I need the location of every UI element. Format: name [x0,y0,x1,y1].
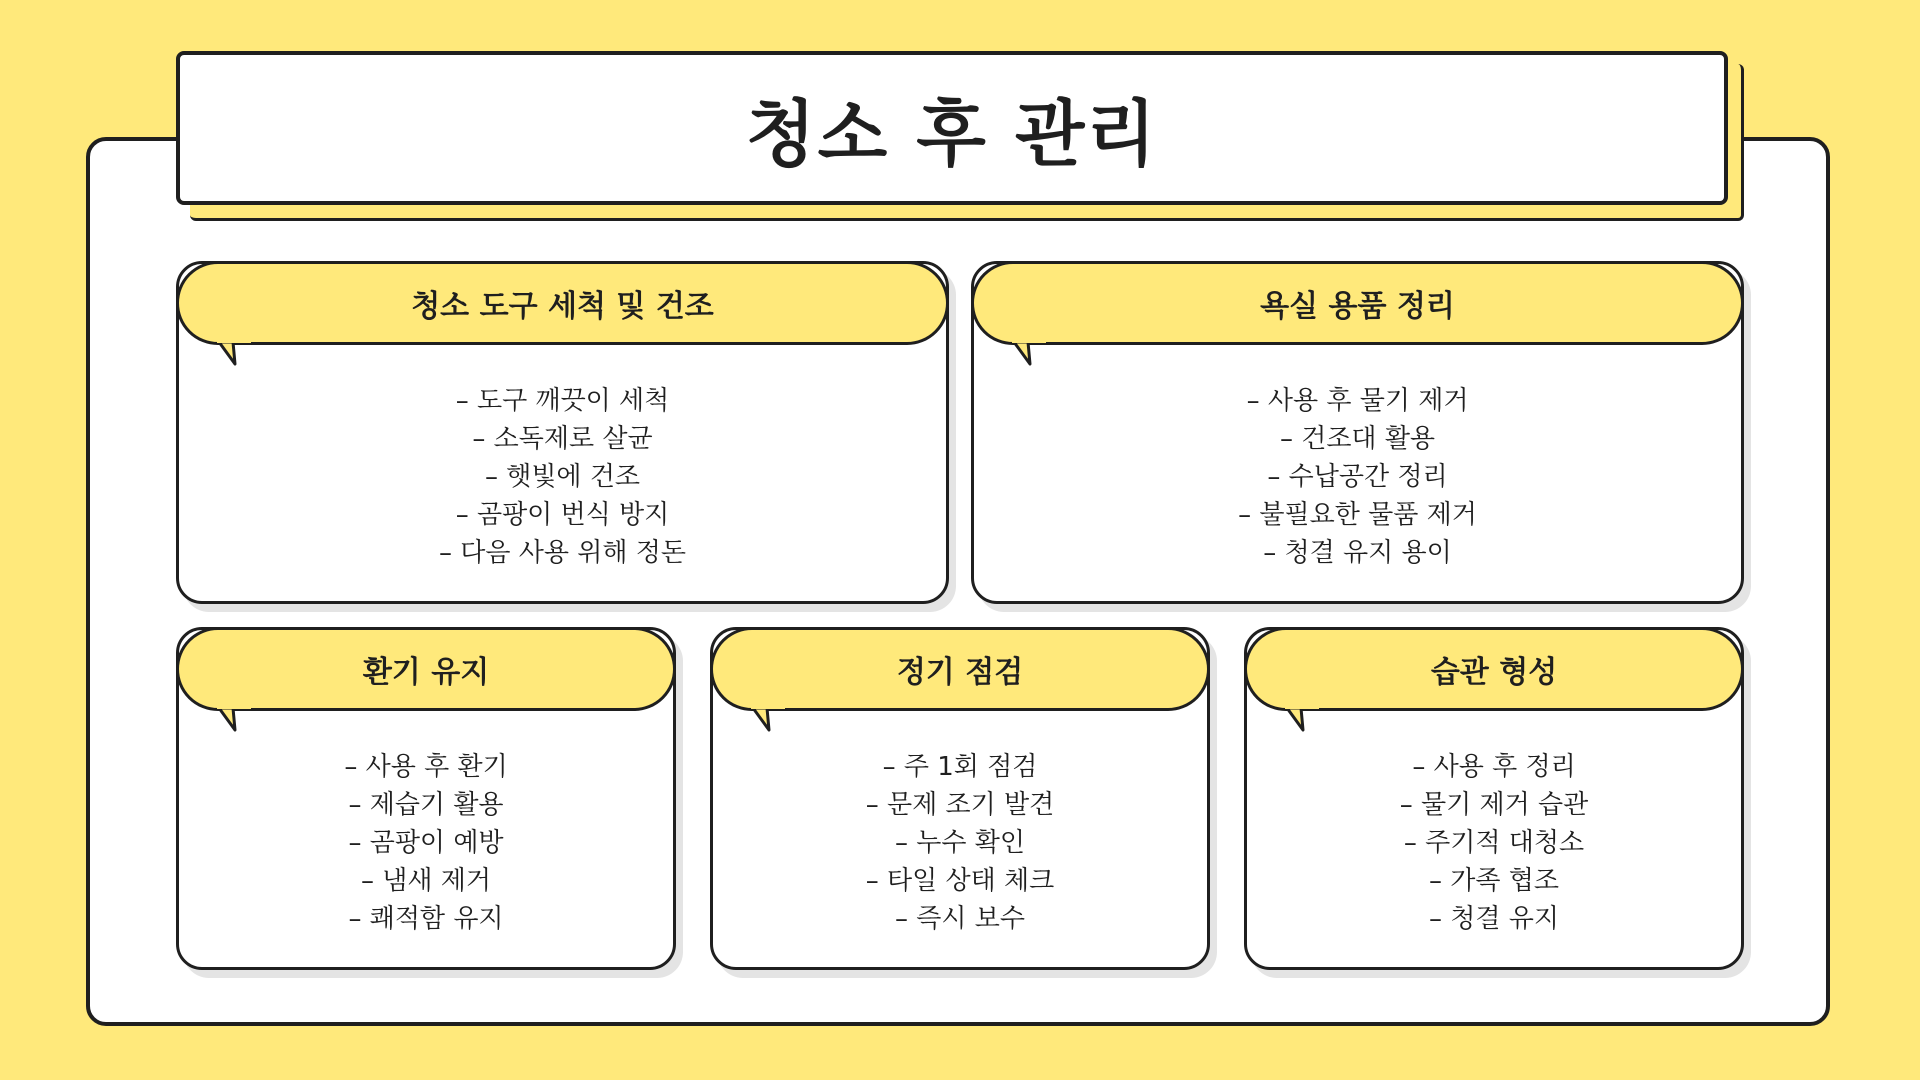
card-heading: 욕실 용품 정리 [1260,289,1455,324]
speech-tail-icon [751,708,785,738]
list-item: – 제습기 활용 [348,790,504,820]
list-item: – 청결 유지 용이 [1263,538,1452,568]
list-item: – 다음 사용 위해 정돈 [439,538,686,568]
card-tool-cleaning [176,261,949,604]
card-regular-inspection [710,627,1210,970]
list-item: – 즉시 보수 [895,904,1025,934]
list-item: – 가족 협조 [1429,866,1559,896]
card-list [713,748,1207,938]
card-list [179,382,946,572]
speech-tail-icon [217,708,251,738]
list-item: – 사용 후 환기 [344,752,508,782]
card-header [176,627,676,711]
speech-tail-icon [1012,342,1046,372]
list-item: – 곰팡이 번식 방지 [455,500,670,530]
card-list [974,382,1741,572]
list-item: – 타일 상태 체크 [865,866,1055,896]
card-heading: 청소 도구 세척 및 건조 [411,289,714,324]
card-habit-forming [1244,627,1744,970]
speech-tail-icon [217,342,251,372]
list-item: – 청결 유지 [1429,904,1559,934]
card-header [710,627,1210,711]
card-heading: 환기 유지 [362,655,490,690]
list-item: – 건조대 활용 [1279,424,1436,454]
list-item: – 누수 확인 [895,828,1025,858]
list-item: – 소독제로 살균 [472,424,653,454]
list-item: – 도구 깨끗이 세척 [455,386,670,416]
card-list [179,748,673,938]
list-item: – 불필요한 물품 제거 [1238,500,1477,530]
title-banner [176,51,1728,205]
card-heading: 정기 점검 [896,655,1024,690]
list-item: – 곰팡이 예방 [348,828,504,858]
list-item: – 사용 후 물기 제거 [1246,386,1469,416]
card-list [1247,748,1741,938]
speech-tail-icon [1285,708,1319,738]
list-item: – 햇빛에 건조 [484,462,641,492]
list-item: – 물기 제거 습관 [1399,790,1589,820]
card-header [1244,627,1744,711]
card-bathroom-items [971,261,1744,604]
list-item: – 쾌적함 유지 [348,904,504,934]
card-header [971,261,1744,345]
card-ventilation [176,627,676,970]
list-item: – 문제 조기 발견 [865,790,1055,820]
list-item: – 주기적 대청소 [1403,828,1585,858]
card-header [176,261,949,345]
list-item: – 주 1회 점검 [882,752,1038,782]
page-title: 청소 후 관리 [746,92,1158,176]
list-item: – 사용 후 정리 [1412,752,1576,782]
list-item: – 냄새 제거 [361,866,491,896]
list-item: – 수납공간 정리 [1267,462,1448,492]
card-heading: 습관 형성 [1430,655,1558,690]
